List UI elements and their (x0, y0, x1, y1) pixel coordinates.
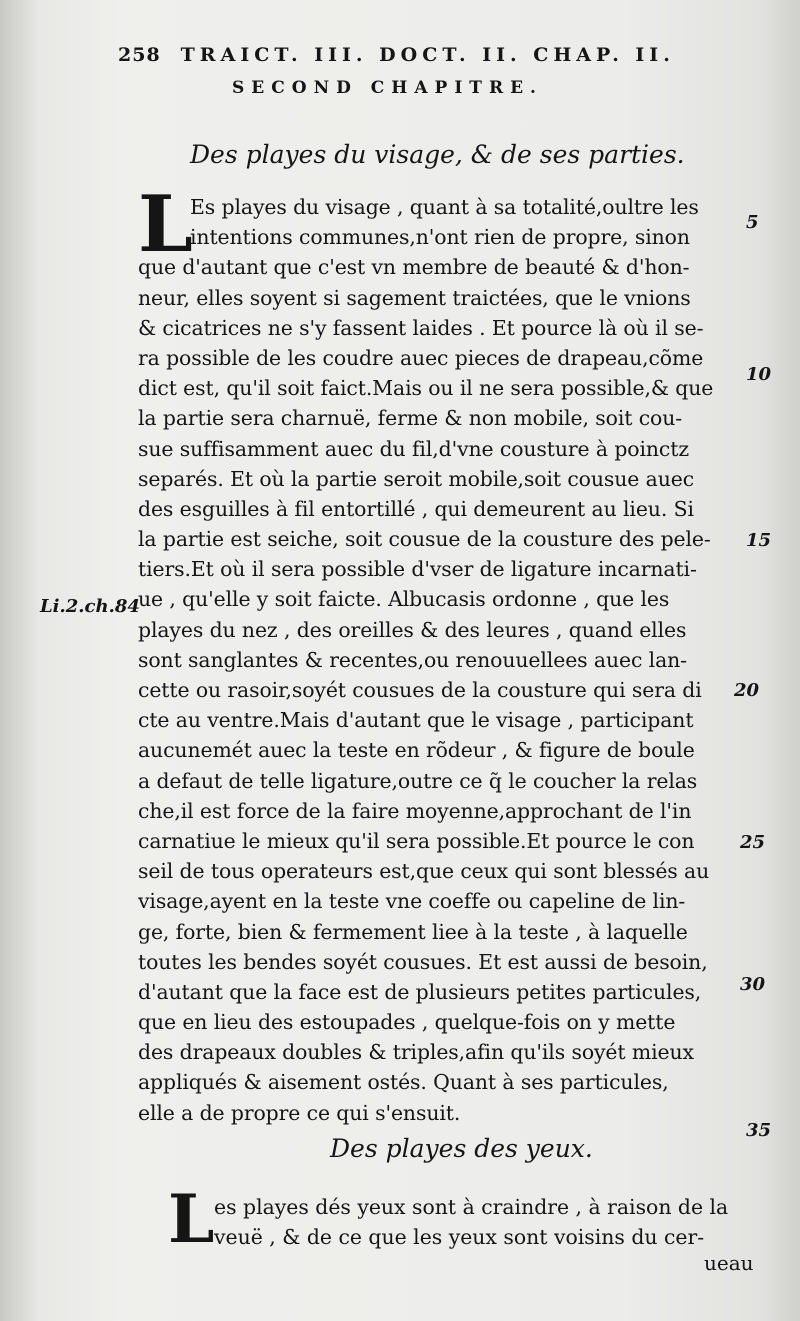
drop-cap: L (168, 1180, 215, 1258)
chapter-title: SECOND CHAPITRE. (232, 78, 543, 98)
text-line: toutes les bendes soyét cousues. Et est aussi de besoin, (138, 949, 708, 974)
line-number: 25 (740, 832, 766, 853)
text-line: cette ou rasoir,soyét cousues de la cousture qui sera di (138, 678, 702, 702)
text-line: sue suffisamment auec du fil,d'vne cousture à poinctz (138, 436, 689, 461)
section-title: Des playes des yeux. (330, 1134, 593, 1163)
text-line: cte au ventre.Mais d'autant que le visage , participant (138, 708, 694, 733)
text-line: carnatiue le mieux qu'il sera possible.Et pource le con (138, 828, 695, 853)
text-line: che,il est force de la faire moyenne,approchant de l'in (138, 798, 692, 823)
line-number: 35 (746, 1120, 772, 1141)
text-line: ge, forte, bien & fermement liee à la teste , à laquelle (138, 919, 688, 944)
running-head (118, 44, 675, 66)
text-line: appliqués & aisement ostés. Quant à ses particules, (138, 1070, 669, 1095)
text-line: ue , qu'elle y soit faicte. Albucasis ordonne , que les (138, 587, 670, 612)
line-number: 15 (746, 530, 772, 551)
text-line: la partie sera charnuë, ferme & non mobile, soit cou- (138, 406, 683, 431)
text-line: tiers.Et où il sera possible d'vser de ligature incarnati- (138, 557, 697, 582)
line-number: 10 (746, 364, 772, 385)
text-line: & cicatrices ne s'y fassent laides . Et pource là où il se- (138, 315, 704, 340)
body-text (138, 192, 728, 1128)
text-line: seil de tous operateurs est,que ceux qui sont blessés au (138, 859, 710, 884)
line-number: 30 (740, 974, 766, 995)
text-line: que d'autant que c'est vn membre de beauté & d'hon- (138, 255, 690, 280)
text-line: d'autant que la face est de plusieurs petites particules, (138, 979, 702, 1004)
drop-cap: L (138, 179, 193, 270)
text-line: veuë , & de ce que les yeux sont voisins du cer- (214, 1225, 705, 1250)
text-line: la partie est seiche, soit cousue de la cousture des pele- (138, 527, 711, 552)
line-number: 20 (734, 680, 760, 701)
text-line: dict est, qu'il soit faict.Mais ou il ne sera possible,& que (138, 376, 714, 401)
body-text (168, 1192, 748, 1252)
text-line: es playes dés yeux sont à craindre , à raison de la (214, 1195, 729, 1219)
section-title: Des playes du visage, & de ses parties. (190, 140, 685, 169)
text-line: a defaut de telle ligature,outre ce q̃ le coucher la relas (138, 768, 698, 793)
text-line: Es playes du visage , quant à sa totalité,oultre les (190, 195, 699, 219)
text-line: aucunemét auec la teste en rõdeur , & figure de boule (138, 738, 695, 763)
text-line: separés. Et où la partie seroit mobile,soit cousue auec (138, 466, 695, 491)
margin-note: Li.2.ch.84 (40, 596, 140, 617)
text-line: intentions communes,n'ont rien de propre, sinon (190, 225, 690, 250)
text-line: des drapeaux doubles & triples,afin qu'ils soyét mieux (138, 1040, 694, 1065)
text-line: elle a de propre ce qui s'ensuit. (138, 1100, 461, 1125)
text-line: neur, elles soyent si sagement traictées, que le vnions (138, 285, 691, 310)
line-number: 5 (746, 212, 759, 233)
text-line: que en lieu des estoupades , quelque-fois on y mette (138, 1010, 676, 1035)
page-number: 258 (118, 44, 161, 66)
running-head-text: TRAICT. III. DOCT. II. CHAP. II. (180, 44, 675, 66)
catchword: ueau (704, 1251, 754, 1275)
text-line: des esguilles à fil entortillé , qui demeurent au lieu. Si (138, 496, 694, 521)
text-line: visage,ayent en la teste vne coeffe ou capeline de lin- (138, 889, 686, 914)
text-line: ra possible de les coudre auec pieces de drapeau,cõme (138, 345, 704, 370)
text-line: sont sanglantes & recentes,ou renouuellees auec lan- (138, 647, 687, 672)
text-line: playes du nez , des oreilles & des leures , quand elles (138, 617, 687, 642)
